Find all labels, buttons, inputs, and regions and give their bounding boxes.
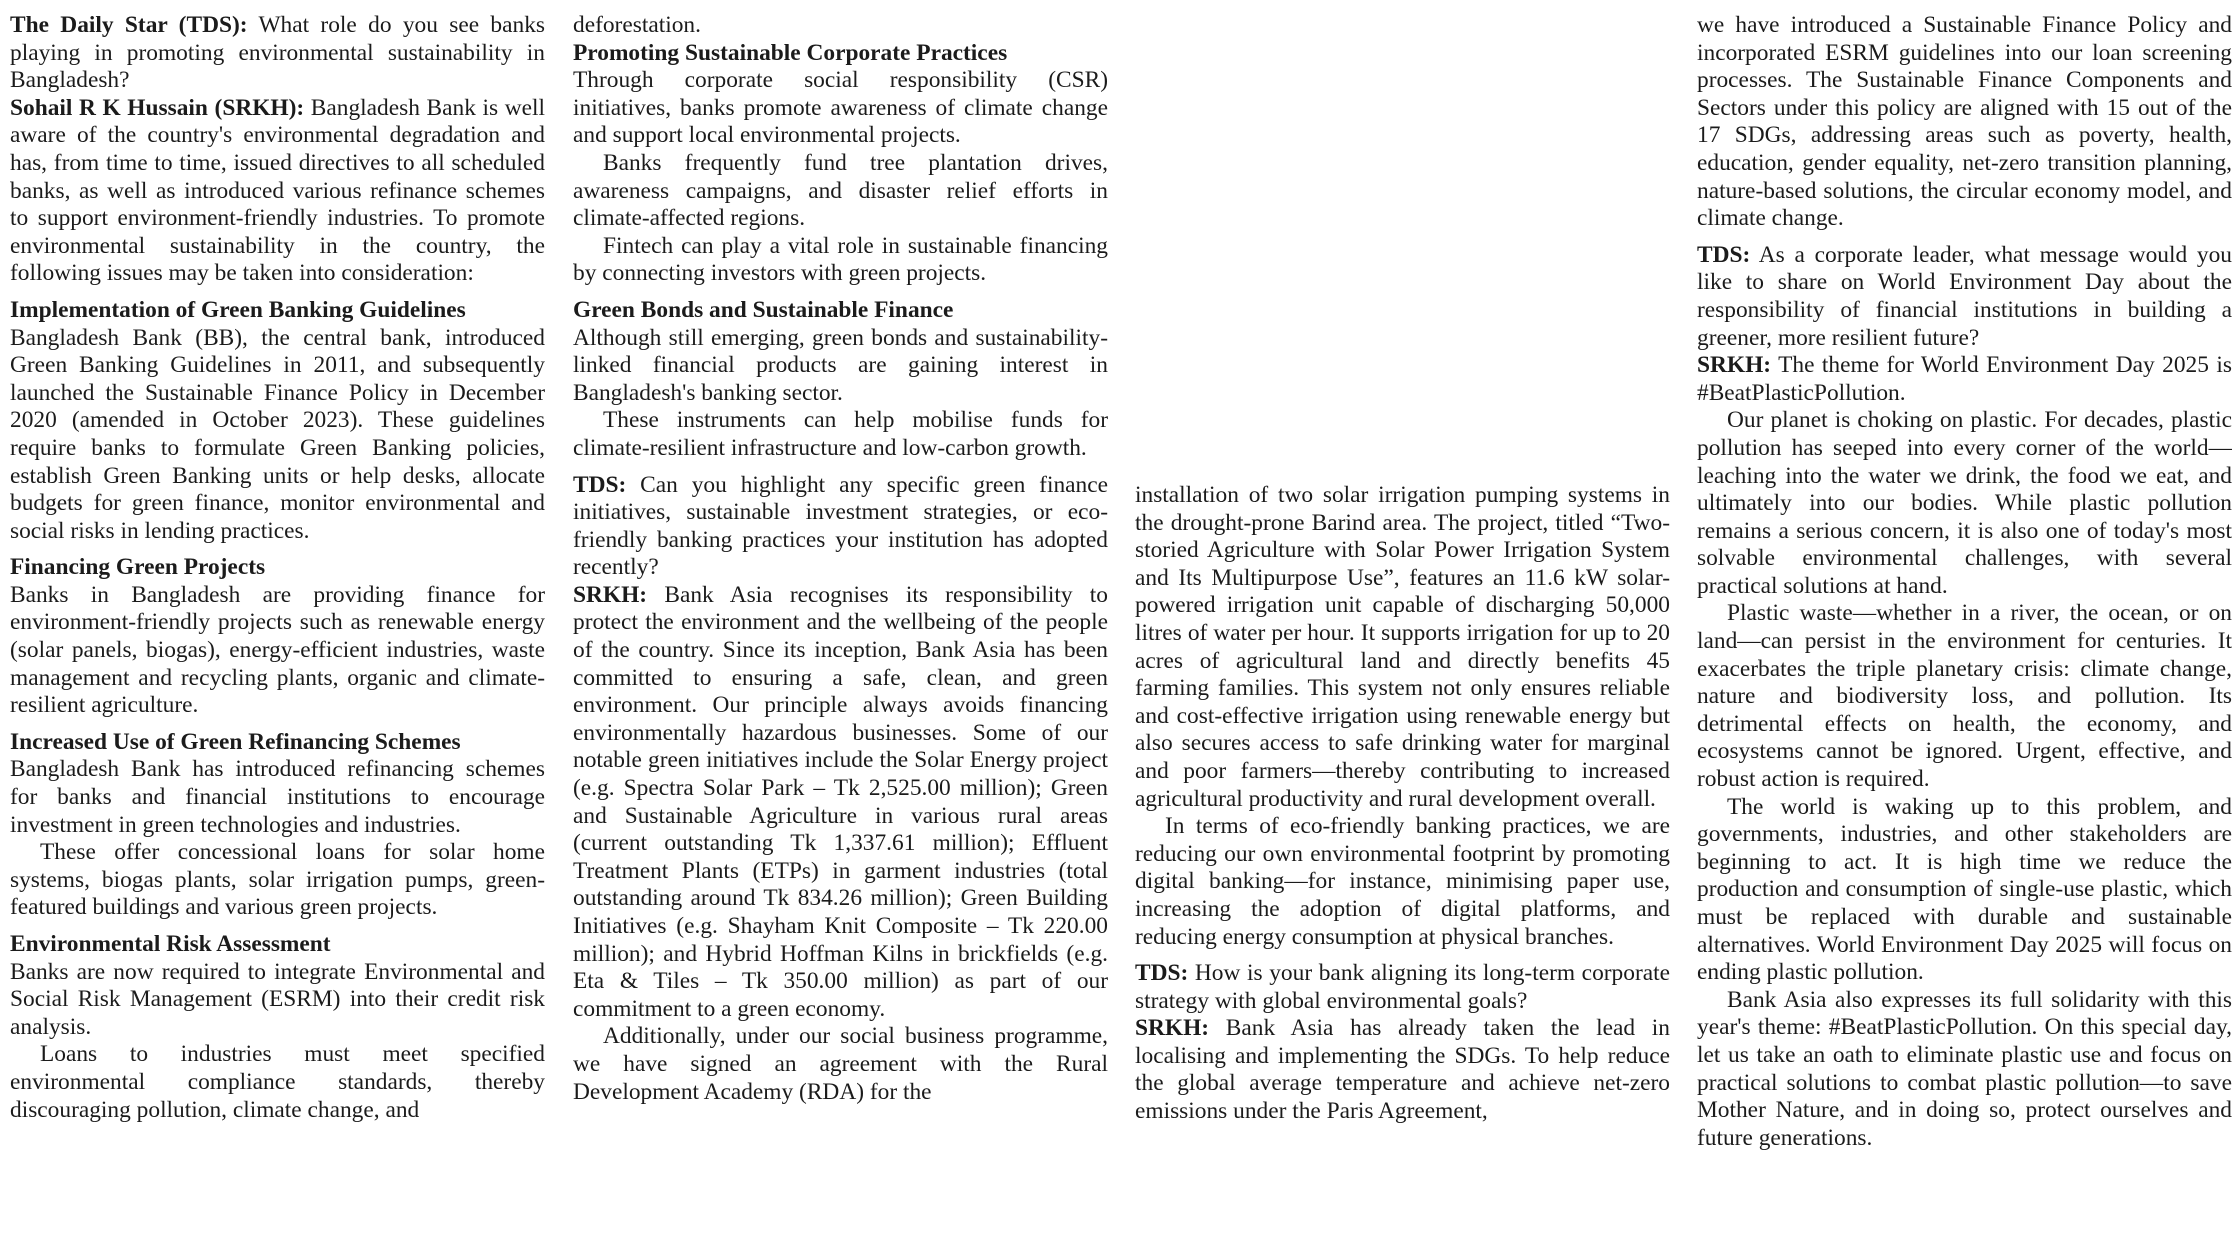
paragraph: Banks in Bangladesh are providing finance for environment-friendly projects such as renewable energy (solar panels, biogas), energy-efficient industries, waste management and recycling plants, organic and climate-resilient agriculture. [10, 581, 545, 719]
answer-text: Bank Asia recognises its responsibility to protect the environment and the wellbeing of the people of the country. Since its inception, Bank Asia has been committed to ensuring a safe, clean, and green environment. Our principle always avoids financing environmentally hazardous businesses. Some of our notable green initiatives include the Solar Energy project (e.g. Spectra Solar Park – Tk 2,525.00 million); Green and Sustainable Agriculture in various rural areas (current outstanding Tk 1,337.61 million); Effluent Treatment Plants (ETPs) in garment industries (total outstanding around Tk 834.26 million); Green Building Initiatives (e.g. Shayham Knit Composite – Tk 220.00 million); and Hybrid Hoffman Kilns in brickfields (e.g. Eta & Tiles – Tk 350.00 million) as part of our commitment to a green economy. [573, 581, 1108, 1022]
speaker-label: TDS: [1697, 241, 1751, 268]
question-4 [1697, 242, 2232, 352]
answer-2 [573, 582, 1108, 1024]
paragraph: Banks are now required to integrate Environmental and Social Risk Management (ESRM) into their credit risk analysis. [10, 958, 545, 1040]
paragraph: Loans to industries must meet specified environmental compliance standards, thereby discouraging pollution, climate change, and [10, 1041, 545, 1123]
article-column-2 [573, 12, 1108, 1106]
subheading-csr: Promoting Sustainable Corporate Practices [573, 39, 1008, 66]
paragraph: Fintech can play a vital role in sustainable financing by connecting investors with green projects. [573, 232, 1108, 287]
speaker-label: TDS: [1135, 960, 1189, 987]
paragraph: deforestation. [573, 12, 701, 38]
answer-4 [1697, 352, 2232, 407]
paragraph: we have introduced a Sustainable Finance Policy and incorporated ESRM guidelines into our loan screening processes. The Sustainable Finance Components and Sectors under this policy are aligned with 15 out of the 17 SDGs, addressing areas such as poverty, health, education, gender equality, net-zero transition planning, nature-based solutions, the circular economy model, and climate change. [1697, 12, 2232, 232]
article-column-1 [10, 12, 545, 1124]
speaker-label: SRKH: [1135, 1015, 1210, 1042]
paragraph: Bank Asia also expresses its full solidarity with this year's theme: #BeatPlasticPollution. On this special day, let us take an oath to eliminate plastic use and focus on practical solutions to combat plastic pollution—to save Mother Nature, and in doing so, protect ourselves and future generations. [1697, 986, 2232, 1151]
question-1 [10, 12, 545, 95]
speaker-label: SRKH: [1697, 352, 1772, 379]
question-3 [1135, 960, 1670, 1015]
paragraph: Bangladesh Bank has introduced refinancing schemes for banks and financial institutions to encourage investment in green technologies and industries. [10, 756, 545, 838]
subheading-risk: Environmental Risk Assessment [10, 931, 331, 957]
question-text: Can you highlight any specific green finance initiatives, sustainable investment strategies, or eco-friendly banking practices your institution has adopted recently? [573, 471, 1108, 581]
speaker-label: Sohail R K Hussain (SRKH): [10, 94, 305, 121]
subheading-refinancing: Increased Use of Green Refinancing Schemes [10, 728, 461, 755]
paragraph: In terms of eco-friendly banking practices, we are reducing our own environmental footprint by promoting digital banking—for instance, minimising paper use, increasing the adoption of digital platforms, and reducing energy consumption at physical branches. [1135, 813, 1670, 950]
subheading-bonds: Green Bonds and Sustainable Finance [573, 296, 954, 323]
paragraph: installation of two solar irrigation pumping systems in the drought-prone Barind area. The project, titled “Two-storied Agriculture with Solar Power Irrigation System and Its Multipurpose Use”, features an 11.6 kW solar-powered irrigation unit capable of discharging 50,000 litres of water per hour. It supports irrigation for up to 20 acres of agricultural land and directly benefits 45 farming families. This system not only ensures reliable and cost-effective irrigation using renewable energy but also secures access to safe drinking water for marginal and poor farmers—thereby contributing to increased agricultural productivity and rural development overall. [1135, 482, 1670, 812]
speaker-label: The Daily Star (TDS): [10, 12, 248, 38]
paragraph: Banks frequently fund tree plantation drives, awareness campaigns, and disaster relief efforts in climate-affected regions. [573, 149, 1108, 232]
paragraph: The world is waking up to this problem, and governments, industries, and other stakeholders are beginning to act. It is high time we reduce the production and consumption of single-use plastic, which must be replaced with durable and sustainable alternatives. World Environment Day 2025 will focus on ending plastic pollution. [1697, 793, 2232, 986]
paragraph: These instruments can help mobilise funds for climate-resilient infrastructure and low-carbon growth. [573, 407, 1108, 461]
answer-text: Bank Asia has already taken the lead in localising and implementing the SDGs. To help reduce the global average temperature and achieve net-zero emissions under the Paris Agreement, [1135, 1015, 1670, 1125]
paragraph: Although still emerging, green bonds and sustainability-linked financial products are gaining interest in Bangladesh's banking sector. [573, 324, 1108, 406]
question-text: As a corporate leader, what message would you like to share on World Environment Day about the responsibility of financial institutions in building a greener, more resilient future? [1697, 241, 2232, 351]
speaker-label: SRKH: [573, 581, 648, 608]
subheading-financing: Financing Green Projects [10, 554, 266, 581]
article-column-3 [1135, 482, 1670, 1126]
article-column-4 [1697, 12, 2232, 1152]
answer-1 [10, 95, 545, 288]
speaker-label: TDS: [573, 471, 627, 498]
subheading-green-banking: Implementation of Green Banking Guidelines [10, 296, 466, 323]
paragraph: Additionally, under our social business programme, we have signed an agreement with the Rural Development Academy (RDA) for the [573, 1023, 1108, 1105]
question-2 [573, 472, 1108, 582]
answer-3 [1135, 1015, 1670, 1125]
paragraph: Through corporate social responsibility (CSR) initiatives, banks promote awareness of climate change and support local environmental projects. [573, 67, 1108, 149]
question-text: What role do you see banks playing in promoting environmental sustainability in Bangladesh? [10, 12, 545, 94]
paragraph: These offer concessional loans for solar home systems, biogas plants, solar irrigation pumps, green-featured buildings and various green projects. [10, 839, 545, 921]
answer-text: Bangladesh Bank is well aware of the country's environmental degradation and has, from time to time, issued directives to all scheduled banks, as well as introduced various refinance schemes to support environment-friendly industries. To promote environmental sustainability in the country, the following issues may be taken into consideration: [10, 94, 545, 287]
paragraph: Plastic waste—whether in a river, the ocean, or on land—can persist in the environment for centuries. It exacerbates the triple planetary crisis: climate change, nature and biodiversity loss, and pollution. Its detrimental effects on health, the economy, and ecosystems cannot be ignored. Urgent, effective, and robust action is required. [1697, 600, 2232, 793]
paragraph: Bangladesh Bank (BB), the central bank, introduced Green Banking Guidelines in 2011, and subsequently launched the Sustainable Finance Policy in December 2020 (amended in October 2023). These guidelines require banks to formulate Green Banking policies, establish Green Banking units or help desks, allocate budgets for green finance, monitor environmental and social risks in lending practices. [10, 324, 545, 544]
question-text: How is your bank aligning its long-term corporate strategy with global environmental goals? [1135, 960, 1670, 1014]
paragraph: Our planet is choking on plastic. For decades, plastic pollution has seeped into every corner of the world—leaching into the water we drink, the food we eat, and ultimately into our bodies. While plastic pollution remains a serious concern, it is also one of today's most solvable environmental challenges, with several practical solutions at hand. [1697, 407, 2232, 599]
answer-text: The theme for World Environment Day 2025 is #BeatPlasticPollution. [1697, 352, 2232, 406]
